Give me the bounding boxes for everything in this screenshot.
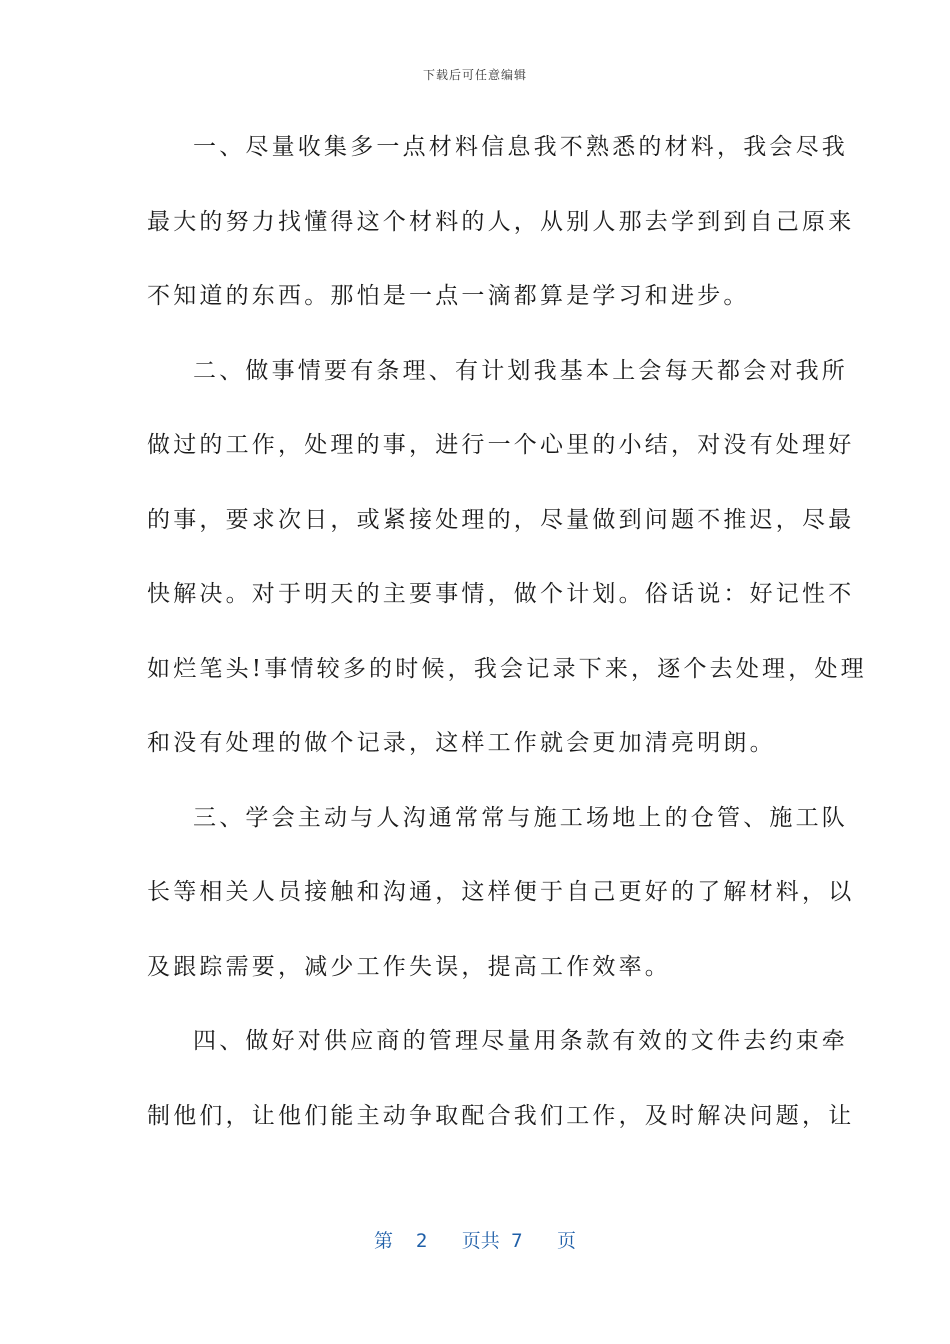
total-pages-number: 7 xyxy=(511,1230,523,1252)
paragraph-1 xyxy=(147,123,855,347)
footer-prefix: 第 xyxy=(374,1230,394,1252)
paragraph-line: 长等相关人员接触和沟通，这样便于自己更好的了解材料，以 xyxy=(147,879,855,905)
paragraph-line: 不知道的东西。那怕是一点一滴都算是学习和进步。 xyxy=(147,283,750,309)
page-header: 下载后可任意编辑 xyxy=(422,68,527,82)
paragraph-3 xyxy=(147,794,855,1018)
footer-middle: 页共 xyxy=(461,1230,500,1252)
current-page-number: 2 xyxy=(415,1230,428,1252)
footer-suffix: 页 xyxy=(556,1230,576,1252)
paragraph-line: 三、学会主动与人沟通常常与施工场地上的仓管、施工队 xyxy=(193,804,848,831)
paragraph-4 xyxy=(147,1017,855,1166)
page-number-footer xyxy=(0,1226,950,1253)
paragraph-2 xyxy=(147,347,867,794)
paragraph-line: 和没有处理的做个记录，这样工作就会更加清亮明朗。 xyxy=(147,730,776,756)
paragraph-line: 的事，要求次日，或紧接处理的，尽量做到问题不推迟，尽最 xyxy=(147,506,855,533)
paragraph-line: 如烂笔头!事情较多的时候，我会记录下来，逐个去处理，处理 xyxy=(147,655,867,682)
paragraph-line: 制他们，让他们能主动争取配合我们工作，及时解决问题，让 xyxy=(147,1102,855,1129)
document-body xyxy=(147,123,867,1166)
paragraph-line: 做过的工作，处理的事，进行一个心里的小结，对没有处理好 xyxy=(147,432,855,458)
paragraph-line: 二、做事情要有条理、有计划我基本上会每天都会对我所 xyxy=(193,357,848,384)
paragraph-line: 最大的努力找懂得这个材料的人，从别人那去学到到自己原来 xyxy=(147,208,855,235)
paragraph-line: 快解决。对于明天的主要事情，做个计划。俗话说：好记性不 xyxy=(147,581,855,607)
paragraph-line: 四、做好对供应商的管理尽量用条款有效的文件去约束牵 xyxy=(193,1028,848,1054)
paragraph-line: 及跟踪需要，减少工作失误，提高工作效率。 xyxy=(147,953,671,980)
paragraph-line: 一、尽量收集多一点材料信息我不熟悉的材料，我会尽我 xyxy=(193,134,848,160)
